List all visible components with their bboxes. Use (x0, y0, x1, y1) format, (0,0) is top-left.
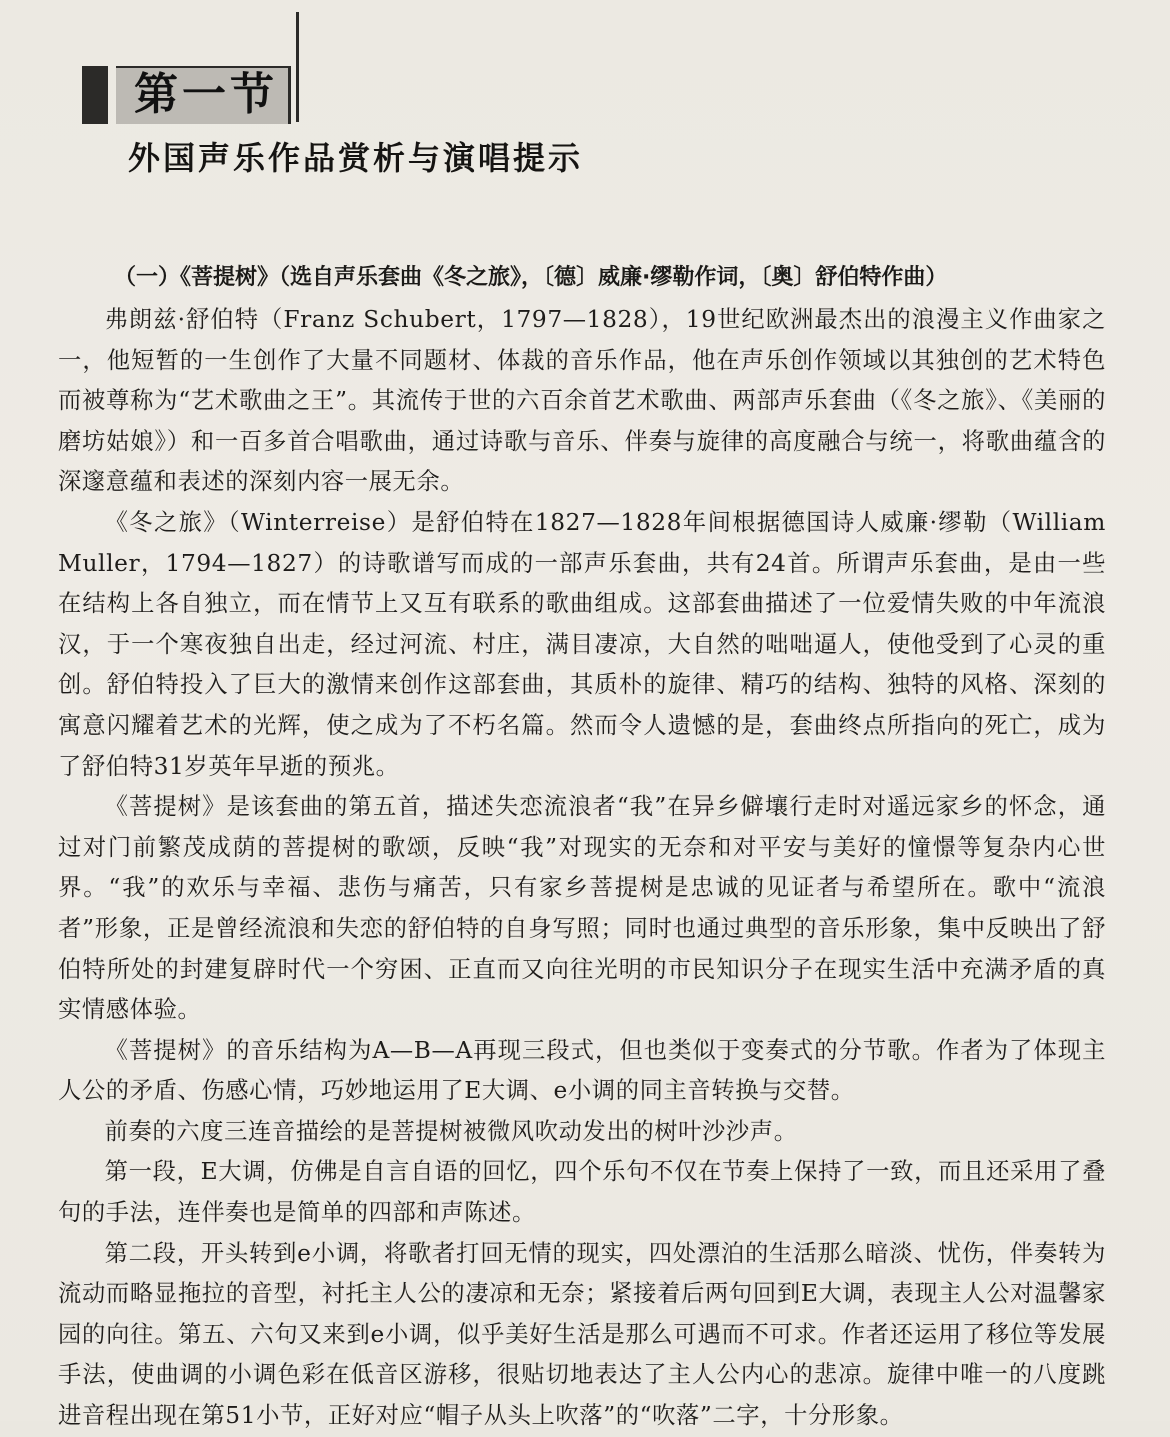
section-label: 第一节 (134, 69, 278, 120)
section-header (82, 66, 296, 124)
page-title: 外国声乐作品赏析与演唱提示 (128, 139, 584, 177)
paragraph: 弗朗兹·舒伯特（Franz Schubert，1797—1828），19世纪欧洲最杰出的浪漫主义作曲家之一，他短暂的一生创作了大量不同题材、体裁的音乐作品，他在声乐创作领域以其独创的艺术特色而被尊称为“艺术歌曲之王”。其流传于世的六百余首艺术歌曲、两部声乐套曲（《冬之旅》、《美丽的磨坊姑娘》）和一百多首合唱歌曲，通过诗歌与音乐、伴奏与旋律的高度融合与统一，将歌曲蕴含的深邃意蕴和表述的深刻内容一展无余。 (58, 306, 1106, 496)
paragraph: 《菩提树》的音乐结构为A—B—A再现三段式，但也类似于变奏式的分节歌。作者为了体现主人公的矛盾、伤感心情，巧妙地运用了E大调、e小调的同主音转换与交替。 (58, 1036, 1106, 1105)
section-divider-line (296, 12, 299, 122)
article-body (58, 300, 1106, 1437)
work-subheading: （一）《菩提树》（选自声乐套曲《冬之旅》，〔德〕威廉·缪勒作词，〔奥〕舒伯特作曲） (114, 265, 948, 290)
paragraph: 《冬之旅》（Winterreise）是舒伯特在1827—1828年间根据德国诗人威廉·缪勒（William Muller，1794—1827）的诗歌谱写而成的一部声乐套曲，共有24首。所谓声乐套曲，是由一些在结构上各自独立，而在情节上又互有联系的歌曲组成。这部套曲描述了一位爱情失败的中年流浪汉，于一个寒夜独自出走，经过河流、村庄，满目凄凉，大自然的咄咄逼人，使他受到了心灵的重创。舒伯特投入了巨大的激情来创作这部套曲，其质朴的旋律、精巧的结构、独特的风格、深刻的寓意闪耀着艺术的光辉，使之成为了不朽名篇。然而令人遗憾的是，套曲终点所指向的死亡，成为了舒伯特31岁英年早逝的预兆。 (58, 508, 1106, 780)
paragraph: 第一段，E大调，仿佛是自言自语的回忆，四个乐句不仅在节奏上保持了一致，而且还采用了叠句的手法，连伴奏也是简单的四部和声陈述。 (58, 1158, 1106, 1227)
section-marker-bar (82, 66, 108, 124)
paragraph: 前奏的六度三连音描绘的是菩提树被微风吹动发出的树叶沙沙声。 (104, 1117, 798, 1145)
paragraph: 《菩提树》是该套曲的第五首，描述失恋流浪者“我”在异乡僻壤行走时对遥远家乡的怀念，通过对门前繁茂成荫的菩提树的歌颂，反映“我”对现实的无奈和对平安与美好的憧憬等复杂内心世界。“我”的欢乐与幸福、悲伤与痛苦，只有家乡菩提树是忠诚的见证者与希望所在。歌中“流浪者”形象，正是曾经流浪和失恋的舒伯特的自身写照；同时也通过典型的音乐形象，集中反映出了舒伯特所处的封建复辟时代一个穷困、正直而又向往光明的市民知识分子在现实生活中充满矛盾的真实情感体验。 (58, 793, 1106, 1024)
paragraph: 第二段，开头转到e小调，将歌者打回无情的现实，四处漂泊的生活那么暗淡、忧伤，伴奏转为流动而略显拖拉的音型，衬托主人公的凄凉和无奈；紧接着后两句回到E大调，表现主人公对温馨家园的向往。第五、六句又来到e小调，似乎美好生活是那么可遇而不可求。作者还运用了移位等发展手法，使曲调的小调色彩在低音区游移，很贴切地表达了主人公内心的悲凉。旋律中唯一的八度跳进音程出现在第51小节，正好对应“帽子从头上吹落”的“吹落”二字，十分形象。 (58, 1239, 1106, 1430)
